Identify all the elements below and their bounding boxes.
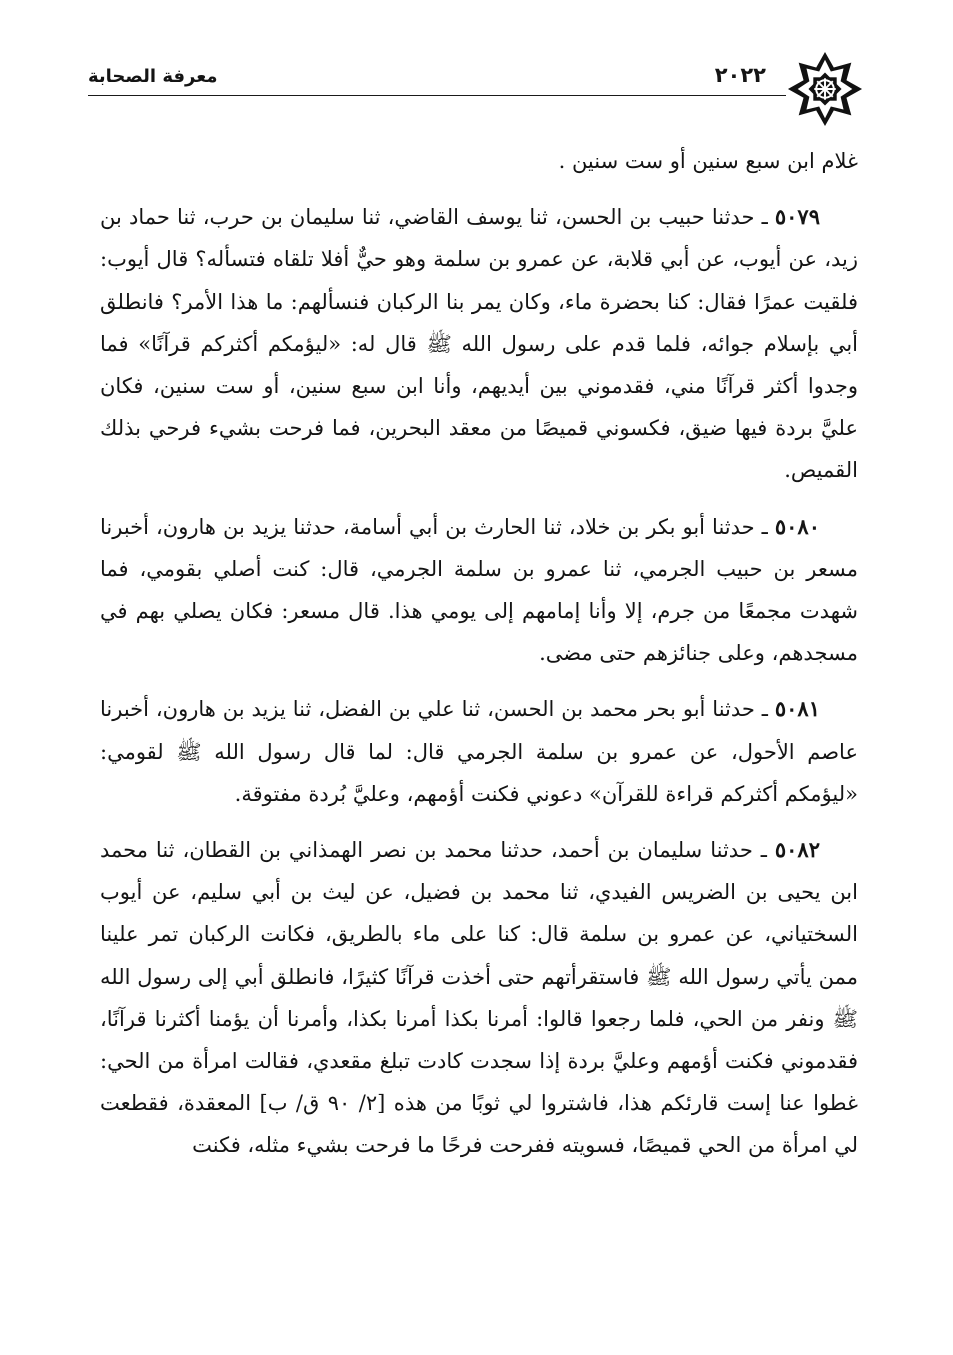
hadith-paragraph-5081 (100, 688, 858, 815)
hadith-paragraph-5080 (100, 506, 858, 675)
page-number: ٢٠٢٢ (714, 63, 766, 87)
paragraph-text: ـ حدثنا حبيب بن الحسن، ثنا يوسف القاضي، ثنا سليمان بن حرب، ثنا حماد بن زيد، عن أيوب، عن أبي قلابة، عن عمرو بن سلمة وهو حيٌّ أفلا تلقاه فتسأله؟ قال أيوب: فلقيت عمرًا فقال: كنا بحضرة ماء، وكان يمر بنا الركبان فنسألهم: ما هذا الأمر؟ فانطلق أبي بإسلام جوائه، فلما قدم على رسول الله ﷺ قال له: «ليؤمكم أكثركم قرآنًا» فما وجدوا أكثر قرآنًا مني، فقدموني بين أيديهم، وأنا ابن سبع سنين، أو ست سنين، فكان عليَّ بردة فيها ضيق، فكسوني قميصًا من معقد البحرين، فما فرحت بشيء فرحي بذلك القميص. (100, 205, 858, 483)
paragraph-continuation (100, 140, 858, 182)
hadith-paragraph-5082 (100, 829, 858, 1167)
running-title: معرفة الصحابة (88, 66, 218, 87)
octagonal-star-ornament-icon (786, 50, 864, 128)
paragraph-text: غلام ابن سبع سنين أو ست سنين . (558, 149, 858, 173)
header-rule (88, 95, 786, 96)
paragraph-text: ـ حدثنا أبو بحر محمد بن الحسن، ثنا علي بن الفضل، ثنا يزيد بن هارون، أخبرنا عاصم الأحول، عن عمرو بن سلمة الجرمي قال: لما قال رسول الله ﷺ لقومي: «ليؤمكم أكثركم قراءة للقرآن» دعوني فكنت أؤمهم، وعليَّ بُردة مفتوقة. (100, 697, 858, 806)
paragraph-text: ـ حدثنا سليمان بن أحمد، حدثنا محمد بن نصر الهمذاني بن القطان، ثنا محمد ابن يحيى بن الضريس الفيدي، ثنا محمد بن فضيل، عن ليث بن أبي سليم، عن أيوب السختياني، عن عمرو بن سلمة قال: كنا على ماء بالطريق، فكانت الركبان تمر علينا ممن يأتي رسول الله ﷺ فاستقرأتهم حتى أخذت قرآنًا كثيرًا، فانطلق أبي إلى رسول الله ﷺ ونفر من الحي، فلما رجعوا قالوا: أمرنا بكذا أمرنا بكذا، وأمرنا أن يؤمنا أكثرنا قرآنًا، فقدموني فكنت أؤمهم وعليَّ بردة إذا سجدت كادت تبلغ مقعدي، فقالت امرأة من الحي: غطوا عنا إست قارئكم هذا، فاشتروا لي ثوبًا من هذه [٢/ ٩٠ ق/ ب] المعقدة، فقطعت لي امرأة من الحي قميصًا، فسويته ففرحت فرحًا ما فرحت بشيء مثله، فكنت (100, 838, 858, 1158)
page-header (88, 58, 864, 120)
hadith-number: ٥٠٨٠ (774, 513, 820, 539)
hadith-number: ٥٠٧٩ (774, 204, 820, 230)
hadith-number: ٥٠٨٢ (774, 837, 820, 863)
hadith-paragraph-5079 (100, 196, 858, 491)
body-text (100, 140, 858, 1167)
hadith-number: ٥٠٨١ (774, 696, 820, 722)
paragraph-text: ـ حدثنا أبو بكر بن خلاد، ثنا الحارث بن أبي أسامة، حدثنا يزيد بن هارون، أخبرنا مسعر بن حبيب الجرمي، ثنا عمرو بن سلمة الجرمي، قال: كنت أصلي بقومي، فما شهدت مجمعًا من جرم، إلا وأنا إمامهم إلى يومي هذا. قال مسعر: فكان يصلي بهم في مسجدهم، وعلى جنائزهم حتى مضى. (100, 514, 858, 666)
